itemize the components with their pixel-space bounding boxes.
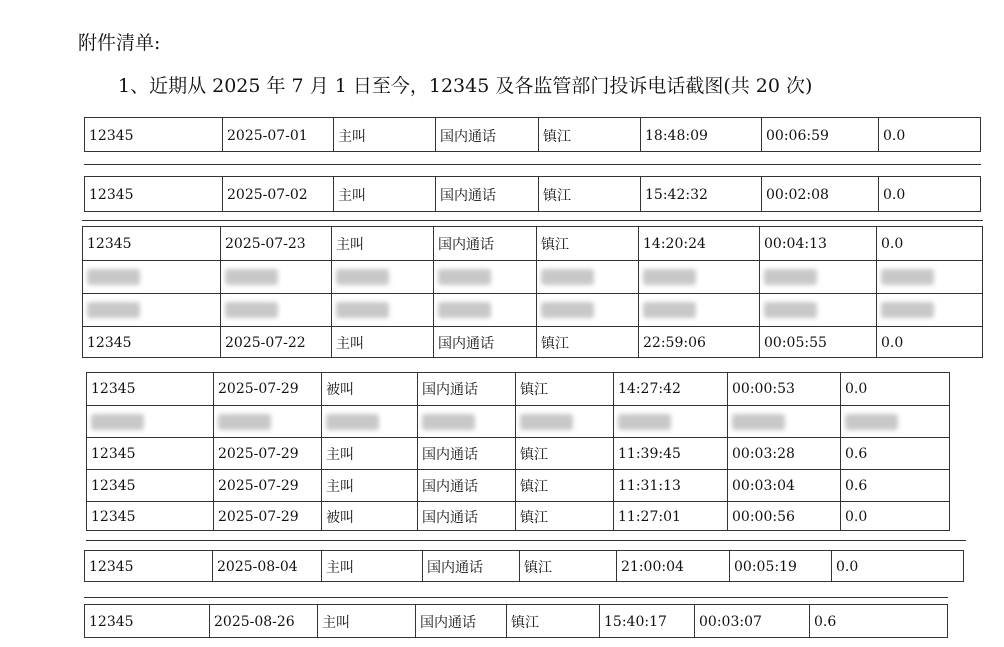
record-fee: 0.0: [881, 335, 904, 351]
record-number: 12345: [89, 127, 134, 144]
record-direction: 被叫: [326, 382, 354, 398]
record-direction: [336, 302, 389, 318]
record-time-cell: [640, 118, 761, 152]
record-fee-cell: [878, 177, 981, 212]
record-time: [618, 414, 671, 430]
record-number: 12345: [91, 509, 136, 525]
record-number-cell: [83, 327, 220, 358]
record-direction-cell: [321, 438, 417, 469]
record-type: 国内通话: [427, 560, 483, 576]
record-type-cell: [417, 438, 515, 469]
record-number-cell: [83, 294, 220, 326]
record-duration: 00:03:07: [699, 614, 762, 630]
record-table-fragment: [84, 604, 948, 638]
record-row: [85, 605, 947, 638]
record-fee: 0.0: [845, 381, 868, 397]
record-time: 21:00:04: [621, 559, 684, 575]
record-time-cell: [613, 373, 727, 405]
record-time-cell: [613, 438, 727, 469]
record-duration: 00:03:28: [732, 445, 795, 462]
record-duration: [764, 269, 817, 285]
record-row: [85, 551, 963, 582]
record-number: [87, 269, 140, 285]
record-type: 国内通话: [420, 615, 476, 631]
record-type-cell: [417, 373, 515, 405]
record-time-cell: [638, 294, 759, 326]
record-duration: 00:05:55: [764, 335, 827, 351]
record-time-cell: [613, 406, 727, 437]
record-duration: 00:05:19: [734, 559, 797, 575]
attachment-list-heading: 附件清单:: [78, 32, 161, 54]
record-duration: 00:04:13: [764, 235, 827, 252]
record-date: 2025-08-26: [214, 614, 295, 630]
record-duration: 00:00:56: [732, 509, 795, 525]
record-time: 22:59:06: [643, 335, 706, 351]
record-number-cell: [85, 177, 222, 212]
record-direction: 主叫: [336, 336, 364, 352]
record-date: 2025-07-01: [227, 127, 308, 144]
record-number-cell: [87, 470, 213, 501]
record-fee-cell: [840, 502, 947, 531]
record-fee-cell: [878, 118, 981, 152]
record-direction: 主叫: [336, 236, 364, 253]
record-duration-cell: [727, 502, 840, 531]
record-number: 12345: [87, 335, 132, 351]
call-records-subheading: 1、近期从 2025 年 7 月 1 日至今，12345 及各监管部门投诉电话截图(共 20 次): [118, 75, 813, 97]
record-duration-cell: [759, 261, 876, 293]
record-row: [87, 373, 949, 405]
record-direction: 主叫: [326, 478, 354, 495]
record-fee-cell: [840, 438, 947, 469]
record-location: 镇江: [524, 560, 552, 576]
record-time: 11:31:13: [618, 477, 681, 494]
record-direction-cell: [331, 227, 433, 260]
record-duration-cell: [759, 294, 876, 326]
record-direction: 主叫: [322, 615, 350, 631]
record-number: [91, 414, 144, 430]
record-type: [438, 302, 491, 318]
record-fee: 0.0: [883, 187, 906, 203]
record-type-cell: [433, 327, 536, 358]
record-location: [520, 414, 573, 430]
crop-edge-line: [84, 597, 948, 598]
record-direction: 主叫: [326, 560, 354, 576]
record-fee: 0.0: [881, 235, 904, 252]
record-number: 12345: [89, 187, 134, 203]
record-direction-cell: [331, 294, 433, 326]
record-fee: [881, 269, 934, 285]
record-location-cell: [515, 406, 613, 437]
record-type: 国内通话: [422, 446, 478, 463]
record-time-cell: [616, 551, 729, 582]
record-time: 11:39:45: [618, 445, 681, 462]
record-table-fragment: [86, 372, 950, 531]
record-type-cell: [433, 261, 536, 293]
record-location-cell: [538, 177, 640, 212]
record-date-cell: [213, 406, 321, 437]
record-date-cell: [220, 294, 331, 326]
record-number: 12345: [89, 614, 134, 630]
record-location: [541, 269, 594, 285]
record-duration-cell: [727, 373, 840, 405]
record-number-cell: [87, 438, 213, 469]
record-location: 镇江: [543, 128, 571, 145]
record-location-cell: [536, 261, 638, 293]
record-fee: 0.0: [845, 509, 868, 525]
record-fee-cell: [840, 406, 947, 437]
record-row: [87, 469, 949, 501]
record-duration-cell: [727, 438, 840, 469]
record-type: 国内通话: [440, 188, 496, 204]
record-duration-cell: [727, 470, 840, 501]
record-number-cell: [87, 502, 213, 531]
record-direction: 被叫: [326, 510, 354, 526]
record-fee: [881, 302, 934, 318]
redacted-record-row: [83, 260, 982, 293]
record-location: 镇江: [520, 478, 548, 495]
record-location-cell: [536, 227, 638, 260]
record-duration: 00:06:59: [766, 127, 829, 144]
record-type: 国内通话: [422, 478, 478, 495]
record-number-cell: [85, 551, 212, 582]
record-fee-cell: [876, 261, 980, 293]
record-type: [438, 269, 491, 285]
crop-edge-line: [84, 164, 981, 165]
record-fee: [845, 414, 898, 430]
record-time: 14:27:42: [618, 381, 681, 397]
record-location-cell: [515, 470, 613, 501]
record-location: 镇江: [541, 336, 569, 352]
record-date: [218, 414, 271, 430]
record-duration: 00:02:08: [766, 187, 829, 203]
record-row: [85, 177, 980, 212]
record-date-cell: [213, 470, 321, 501]
record-row: [87, 501, 949, 531]
record-fee-cell: [876, 327, 980, 358]
record-fee-cell: [876, 227, 980, 260]
record-location: 镇江: [511, 615, 539, 631]
record-table-fragment: [82, 226, 983, 358]
record-direction-cell: [321, 406, 417, 437]
record-direction-cell: [321, 470, 417, 501]
record-number-cell: [83, 227, 220, 260]
crop-edge-line: [86, 540, 966, 541]
record-type-cell: [435, 177, 538, 212]
record-direction-cell: [333, 177, 435, 212]
record-date: 2025-07-23: [225, 235, 306, 252]
record-date: [225, 302, 278, 318]
record-type-cell: [435, 118, 538, 152]
record-fee-cell: [831, 551, 945, 582]
record-type-cell: [417, 406, 515, 437]
record-direction-cell: [321, 551, 422, 582]
record-time: 15:42:32: [645, 187, 708, 203]
record-duration-cell: [759, 327, 876, 358]
record-type: 国内通话: [440, 128, 496, 145]
record-fee: 0.6: [814, 614, 837, 630]
record-type: 国内通话: [422, 510, 478, 526]
record-direction-cell: [317, 605, 415, 638]
record-fee-cell: [809, 605, 923, 638]
crop-edge-line: [82, 220, 983, 221]
record-location: 镇江: [541, 236, 569, 253]
record-fee-cell: [876, 294, 980, 326]
record-date-cell: [222, 177, 333, 212]
record-type-cell: [433, 227, 536, 260]
record-time: 15:40:17: [604, 614, 667, 630]
record-fee: 0.0: [883, 127, 906, 144]
record-number-cell: [83, 261, 220, 293]
record-table-fragment: [84, 176, 981, 212]
record-table-fragment: [84, 117, 981, 152]
record-location-cell: [515, 502, 613, 531]
record-fee: 0.0: [836, 559, 859, 575]
record-date: 2025-07-02: [227, 187, 308, 203]
record-time-cell: [613, 470, 727, 501]
record-type-cell: [415, 605, 506, 638]
redacted-record-row: [83, 293, 982, 326]
record-location: 镇江: [520, 382, 548, 398]
record-time: [643, 269, 696, 285]
record-duration: 00:00:53: [732, 381, 795, 397]
record-time: 11:27:01: [618, 509, 681, 525]
record-duration-cell: [729, 551, 831, 582]
record-number: 12345: [91, 477, 136, 494]
record-number-cell: [85, 605, 209, 638]
record-direction-cell: [331, 327, 433, 358]
record-date: 2025-07-22: [225, 335, 306, 351]
record-time: 18:48:09: [645, 127, 708, 144]
record-direction: [336, 269, 389, 285]
record-date-cell: [220, 327, 331, 358]
record-type-cell: [417, 470, 515, 501]
record-duration: [764, 302, 817, 318]
record-date-cell: [209, 605, 317, 638]
redacted-record-row: [87, 405, 949, 437]
record-number: 12345: [91, 445, 136, 462]
record-duration-cell: [727, 406, 840, 437]
record-duration-cell: [694, 605, 809, 638]
record-number: [87, 302, 140, 318]
record-row: [83, 326, 982, 358]
record-time-cell: [638, 261, 759, 293]
record-time-cell: [638, 327, 759, 358]
record-type-cell: [433, 294, 536, 326]
record-location-cell: [515, 438, 613, 469]
record-date-cell: [213, 502, 321, 531]
record-date: [225, 269, 278, 285]
record-direction-cell: [321, 502, 417, 531]
record-type-cell: [417, 502, 515, 531]
record-type: [422, 414, 475, 430]
record-direction: 主叫: [326, 446, 354, 463]
record-type-cell: [422, 551, 519, 582]
record-location-cell: [538, 118, 640, 152]
record-table-fragment: [84, 550, 964, 582]
record-date: 2025-07-29: [218, 381, 299, 397]
record-number: 12345: [89, 559, 134, 575]
record-duration: [732, 414, 785, 430]
record-row: [85, 118, 980, 152]
record-row: [87, 437, 949, 469]
record-location: 镇江: [520, 510, 548, 526]
record-duration-cell: [761, 177, 878, 212]
record-date: 2025-07-29: [218, 509, 299, 525]
record-location-cell: [515, 373, 613, 405]
record-location: [541, 302, 594, 318]
record-direction-cell: [321, 373, 417, 405]
record-date-cell: [213, 373, 321, 405]
record-date: 2025-07-29: [218, 445, 299, 462]
record-location-cell: [536, 294, 638, 326]
record-time-cell: [638, 227, 759, 260]
record-fee: 0.6: [845, 477, 868, 494]
record-date-cell: [220, 261, 331, 293]
record-direction: [326, 414, 379, 430]
record-duration-cell: [759, 227, 876, 260]
record-location-cell: [536, 327, 638, 358]
record-direction: 主叫: [338, 188, 366, 204]
record-location: 镇江: [520, 446, 548, 463]
record-location-cell: [519, 551, 616, 582]
record-number-cell: [87, 406, 213, 437]
record-time: [643, 302, 696, 318]
record-time-cell: [599, 605, 694, 638]
record-number: 12345: [87, 235, 132, 252]
record-location-cell: [506, 605, 599, 638]
record-duration-cell: [761, 118, 878, 152]
record-date: 2025-07-29: [218, 477, 299, 494]
record-time: 14:20:24: [643, 235, 706, 252]
record-duration: 00:03:04: [732, 477, 795, 494]
record-direction-cell: [333, 118, 435, 152]
record-date-cell: [212, 551, 321, 582]
record-direction: 主叫: [338, 128, 366, 145]
record-time-cell: [613, 502, 727, 531]
record-date-cell: [213, 438, 321, 469]
record-location: 镇江: [543, 188, 571, 204]
record-number: 12345: [91, 381, 136, 397]
record-fee-cell: [840, 470, 947, 501]
record-direction-cell: [331, 261, 433, 293]
record-number-cell: [87, 373, 213, 405]
record-number-cell: [85, 118, 222, 152]
record-date-cell: [220, 227, 331, 260]
record-time-cell: [640, 177, 761, 212]
record-date: 2025-08-04: [217, 559, 298, 575]
record-type: 国内通话: [438, 236, 494, 253]
record-type: 国内通话: [422, 382, 478, 398]
record-fee-cell: [840, 373, 947, 405]
record-date-cell: [222, 118, 333, 152]
record-type: 国内通话: [438, 336, 494, 352]
record-fee: 0.6: [845, 445, 868, 462]
record-row: [83, 227, 982, 260]
